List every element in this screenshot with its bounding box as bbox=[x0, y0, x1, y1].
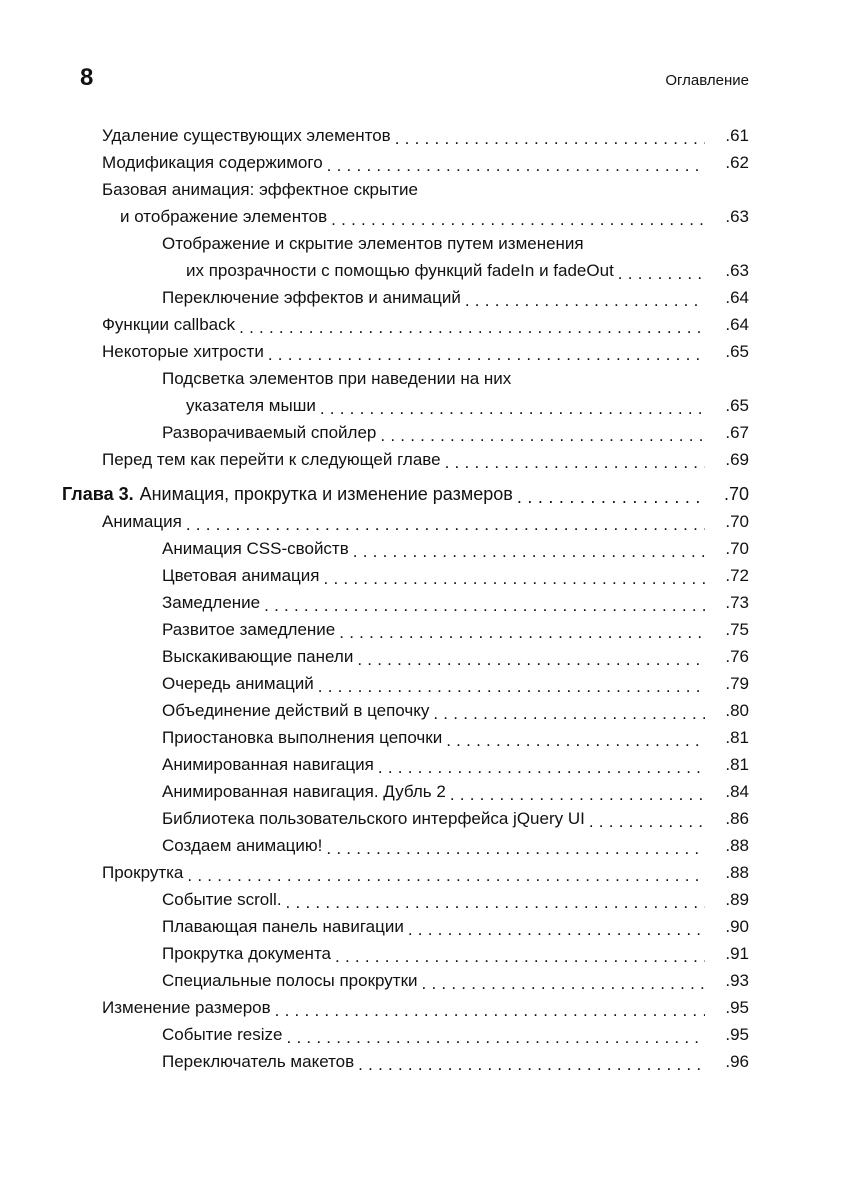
toc-entry-title: Создаем анимацию! bbox=[162, 836, 323, 855]
toc-entry-title: Замедление bbox=[162, 593, 261, 612]
toc-entry-line bbox=[102, 446, 841, 473]
toc-entry bbox=[102, 446, 841, 473]
dot-leader bbox=[589, 808, 705, 828]
toc-entry-title: Модификация содержимого bbox=[102, 153, 323, 172]
toc-entry-title: Очередь анимаций bbox=[162, 674, 314, 693]
toc-entry-page: .67 bbox=[725, 423, 749, 442]
toc-entry-line bbox=[162, 643, 841, 670]
toc-entry-title: Разворачиваемый спойлер bbox=[162, 423, 377, 442]
dot-leader bbox=[339, 619, 705, 639]
toc-entry-title: Развитое замедление bbox=[162, 620, 336, 639]
dot-leader bbox=[380, 422, 705, 442]
dot-leader bbox=[318, 673, 705, 693]
toc-entry-title: Событие resize bbox=[162, 1025, 283, 1044]
toc-entry-line bbox=[102, 149, 841, 176]
toc-entry bbox=[162, 751, 841, 778]
toc-entry bbox=[162, 1048, 841, 1075]
toc-entry bbox=[162, 230, 841, 284]
toc-entry-page: .84 bbox=[725, 782, 749, 801]
toc-entry-page: .69 bbox=[725, 450, 749, 469]
toc-entry-page: .90 bbox=[725, 917, 749, 936]
chapter-label: Глава 3. bbox=[62, 484, 134, 504]
toc-entry-line bbox=[162, 940, 841, 967]
dot-leader bbox=[264, 592, 705, 612]
toc-entry-page: .70 bbox=[723, 484, 749, 504]
toc-entry-line bbox=[162, 365, 841, 392]
toc-entry-title: Объединение действий в цепочку bbox=[162, 701, 430, 720]
toc-entry-page: .63 bbox=[725, 207, 749, 226]
toc-entry-page: .70 bbox=[725, 539, 749, 558]
toc-entry bbox=[102, 994, 841, 1021]
toc-entry bbox=[102, 338, 841, 365]
toc-entry bbox=[162, 967, 841, 994]
dot-leader bbox=[268, 341, 705, 361]
toc-entry-line bbox=[102, 203, 841, 230]
dot-leader bbox=[450, 781, 705, 801]
toc-entry-line bbox=[162, 913, 841, 940]
dot-leader bbox=[446, 727, 705, 747]
toc-entry-line bbox=[62, 481, 841, 508]
toc-entry-title: Изменение размеров bbox=[102, 998, 271, 1017]
toc-entry-line bbox=[102, 994, 841, 1021]
toc-entry-page: .61 bbox=[725, 126, 749, 145]
toc-entry-page: .81 bbox=[725, 755, 749, 774]
toc-entry bbox=[162, 724, 841, 751]
toc-entry bbox=[102, 149, 841, 176]
toc-entry-title: Перед тем как перейти к следующей главе bbox=[102, 450, 441, 469]
dot-leader bbox=[433, 700, 705, 720]
toc-entry-title: Функции callback bbox=[102, 315, 236, 334]
toc-entry-title: Подсветка элементов при наведении на них bbox=[162, 369, 512, 388]
toc-entry-page: .81 bbox=[725, 728, 749, 747]
toc-entry-title: указателя мыши bbox=[186, 396, 316, 415]
toc-entry-line bbox=[162, 1048, 841, 1075]
dot-leader bbox=[286, 889, 705, 909]
dot-leader bbox=[618, 260, 705, 280]
dot-leader bbox=[378, 754, 705, 774]
dot-leader bbox=[517, 484, 705, 504]
dot-leader bbox=[320, 395, 705, 415]
toc-entry-title: Библиотека пользовательского интерфейса jQuery UI bbox=[162, 809, 585, 828]
toc-entry-line bbox=[102, 338, 841, 365]
toc-entry bbox=[162, 365, 841, 419]
dot-leader bbox=[465, 287, 705, 307]
toc-entry bbox=[162, 670, 841, 697]
toc-entry-page: .76 bbox=[725, 647, 749, 666]
toc-entry-title: Цветовая анимация bbox=[162, 566, 320, 585]
toc-entry bbox=[162, 589, 841, 616]
toc-entry-title: Удаление существующих элементов bbox=[102, 126, 391, 145]
dot-leader bbox=[353, 538, 705, 558]
toc-entry-page: .65 bbox=[725, 342, 749, 361]
toc-entry-page: .79 bbox=[725, 674, 749, 693]
toc-entry-line bbox=[162, 392, 841, 419]
toc-entry-page: .86 bbox=[725, 809, 749, 828]
toc-entry-title: Анимация, прокрутка и изменение размеров bbox=[139, 484, 513, 504]
toc-entry-line bbox=[162, 562, 841, 589]
toc-entry-title: Событие scroll. bbox=[162, 890, 282, 909]
toc-entry-line bbox=[162, 284, 841, 311]
toc-entry bbox=[162, 562, 841, 589]
toc-entry-line bbox=[162, 230, 841, 257]
toc-entry-title: Анимированная навигация bbox=[162, 755, 374, 774]
toc-entry-page: .88 bbox=[725, 836, 749, 855]
toc-entry-line bbox=[162, 616, 841, 643]
dot-leader bbox=[239, 314, 705, 334]
toc-entry-line bbox=[162, 589, 841, 616]
toc-entry-line bbox=[162, 751, 841, 778]
toc-entry-line bbox=[102, 176, 841, 203]
toc-entry-page: .95 bbox=[725, 998, 749, 1017]
toc-entry-page: .70 bbox=[725, 512, 749, 531]
toc-entry bbox=[102, 508, 841, 535]
toc-entry-page: .75 bbox=[725, 620, 749, 639]
toc-entry-page: .73 bbox=[725, 593, 749, 612]
dot-leader bbox=[324, 565, 706, 585]
toc-entry-line bbox=[102, 122, 841, 149]
toc-chapter-entry bbox=[62, 481, 841, 508]
toc-entry bbox=[162, 913, 841, 940]
toc-entry bbox=[102, 176, 841, 230]
toc-entry-page: .64 bbox=[725, 315, 749, 334]
dot-leader bbox=[327, 152, 705, 172]
dot-leader bbox=[326, 835, 705, 855]
toc-entry bbox=[102, 122, 841, 149]
toc-entry-page: .93 bbox=[725, 971, 749, 990]
dot-leader bbox=[422, 970, 705, 990]
toc-entry-title: Прокрутка документа bbox=[162, 944, 331, 963]
toc-entry-title: Некоторые хитрости bbox=[102, 342, 264, 361]
toc-entry bbox=[162, 284, 841, 311]
dot-leader bbox=[395, 125, 705, 145]
toc-entry-line bbox=[102, 508, 841, 535]
dot-leader bbox=[357, 646, 705, 666]
toc-entry-line bbox=[162, 535, 841, 562]
toc-entry bbox=[162, 616, 841, 643]
dot-leader bbox=[358, 1051, 705, 1071]
dot-leader bbox=[186, 511, 705, 531]
running-head: Оглавление bbox=[665, 72, 749, 89]
toc-entry bbox=[162, 886, 841, 913]
toc-entry-title: и отображение элементов bbox=[120, 207, 328, 226]
toc-entry bbox=[162, 1021, 841, 1048]
page-number: 8 bbox=[80, 64, 94, 91]
toc-entry-line bbox=[162, 257, 841, 284]
toc-entry bbox=[162, 805, 841, 832]
toc-entry bbox=[162, 697, 841, 724]
dot-leader bbox=[331, 206, 705, 226]
toc-entry-page: .89 bbox=[725, 890, 749, 909]
toc-entry-page: .95 bbox=[725, 1025, 749, 1044]
toc-entry-page: .62 bbox=[725, 153, 749, 172]
toc-entry-page: .80 bbox=[725, 701, 749, 720]
toc-entry bbox=[102, 311, 841, 338]
table-of-contents bbox=[0, 122, 841, 1075]
toc-entry bbox=[102, 859, 841, 886]
toc-entry bbox=[162, 535, 841, 562]
toc-entry-title: Анимация bbox=[102, 512, 182, 531]
toc-entry-line bbox=[162, 778, 841, 805]
toc-entry-line bbox=[102, 311, 841, 338]
toc-entry-title: Переключатель макетов bbox=[162, 1052, 355, 1071]
toc-entry-page: .63 bbox=[725, 261, 749, 280]
dot-leader bbox=[187, 862, 705, 882]
toc-entry-line bbox=[162, 967, 841, 994]
toc-entry bbox=[162, 643, 841, 670]
dot-leader bbox=[445, 449, 705, 469]
toc-entry-page: .96 bbox=[725, 1052, 749, 1071]
toc-entry-title: Анимация CSS-свойств bbox=[162, 539, 349, 558]
toc-entry bbox=[162, 778, 841, 805]
toc-entry-page: .88 bbox=[725, 863, 749, 882]
toc-entry-line bbox=[162, 805, 841, 832]
toc-entry-line bbox=[162, 670, 841, 697]
toc-entry-title: Отображение и скрытие элементов путем изменения bbox=[162, 234, 584, 253]
toc-entry bbox=[162, 832, 841, 859]
toc-entry-line bbox=[162, 832, 841, 859]
dot-leader bbox=[408, 916, 705, 936]
dot-leader bbox=[335, 943, 705, 963]
toc-entry-line bbox=[162, 886, 841, 913]
toc-entry-title: Базовая анимация: эффектное скрытие bbox=[102, 180, 418, 199]
toc-entry-page: .64 bbox=[725, 288, 749, 307]
toc-entry-title: Специальные полосы прокрутки bbox=[162, 971, 418, 990]
toc-entry-page: .72 bbox=[725, 566, 749, 585]
page-header bbox=[0, 0, 841, 110]
dot-leader bbox=[287, 1024, 706, 1044]
toc-entry-title: Приостановка выполнения цепочки bbox=[162, 728, 443, 747]
toc-entry-line bbox=[162, 697, 841, 724]
dot-leader bbox=[275, 997, 705, 1017]
toc-entry-page: .91 bbox=[725, 944, 749, 963]
toc-entry-line bbox=[162, 419, 841, 446]
toc-entry-line bbox=[162, 1021, 841, 1048]
toc-entry bbox=[162, 940, 841, 967]
toc-entry bbox=[162, 419, 841, 446]
toc-entry-line bbox=[102, 859, 841, 886]
toc-entry-title: Анимированная навигация. Дубль 2 bbox=[162, 782, 446, 801]
toc-entry-title: Прокрутка bbox=[102, 863, 184, 882]
toc-entry-title: Плавающая панель навигации bbox=[162, 917, 404, 936]
toc-entry-title: их прозрачности с помощью функций fadeIn и fadeOut bbox=[186, 261, 614, 280]
toc-entry-page: .65 bbox=[725, 396, 749, 415]
toc-entry-title: Выскакивающие панели bbox=[162, 647, 354, 666]
toc-entry-line bbox=[162, 724, 841, 751]
toc-entry-title: Переключение эффектов и анимаций bbox=[162, 288, 461, 307]
